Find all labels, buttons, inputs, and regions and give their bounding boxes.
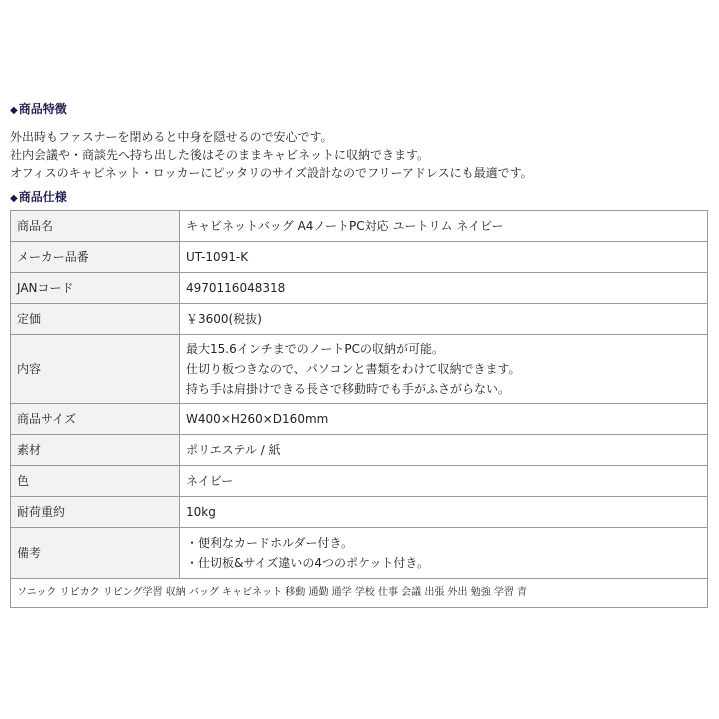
diamond-icon: ◆ — [10, 193, 18, 204]
row-label: 商品名 — [11, 211, 180, 242]
table-row — [11, 466, 708, 497]
value-line: ポリエステル / 紙 — [186, 443, 281, 457]
table-row — [11, 304, 708, 335]
value-line: 最大15.6インチまでのノートPCの収納が可能。 — [186, 342, 444, 356]
product-page — [10, 100, 708, 608]
row-label: 内容 — [11, 335, 180, 404]
row-value — [180, 528, 708, 579]
table-row — [11, 335, 708, 404]
spec-table — [10, 210, 708, 608]
spec-heading — [10, 188, 708, 206]
row-label: 定価 — [11, 304, 180, 335]
value-line: 10kg — [186, 505, 216, 519]
row-value — [180, 304, 708, 335]
feature-line: 社内会議や・商談先へ持ち出した後はそのままキャビネットに収納できます。 — [10, 148, 430, 162]
value-line: ￥3600(税抜) — [186, 312, 262, 326]
row-label: 商品サイズ — [11, 404, 180, 435]
row-value — [180, 242, 708, 273]
features-text — [10, 128, 708, 182]
table-row — [11, 211, 708, 242]
row-value — [180, 404, 708, 435]
value-line: UT-1091-K — [186, 250, 249, 264]
features-heading-label: 商品特徴 — [18, 102, 67, 116]
diamond-icon: ◆ — [10, 105, 18, 116]
value-line: ネイビー — [186, 474, 234, 488]
features-heading — [10, 100, 708, 118]
table-row — [11, 528, 708, 579]
value-line: W400×H260×D160mm — [186, 412, 329, 426]
spec-heading-label: 商品仕様 — [18, 190, 67, 204]
value-line: 持ち手は肩掛けできる長さで移動時でも手がふさがらない。 — [186, 382, 511, 396]
row-value — [180, 211, 708, 242]
value-line: ・便利なカードホルダー付き。 — [186, 536, 354, 550]
row-label: 色 — [11, 466, 180, 497]
row-value — [180, 435, 708, 466]
table-row — [11, 242, 708, 273]
row-label: JANコード — [11, 273, 180, 304]
row-value — [180, 273, 708, 304]
row-label: 耐荷重約 — [11, 497, 180, 528]
table-row — [11, 435, 708, 466]
row-label: メーカー品番 — [11, 242, 180, 273]
feature-line: オフィスのキャビネット・ロッカーにピッタリのサイズ設計なのでフリーアドレスにも最適です。 — [10, 166, 533, 180]
row-label: 素材 — [11, 435, 180, 466]
row-value — [180, 335, 708, 404]
value-line: ・仕切板&サイズ違いの4つのポケット付き。 — [186, 556, 429, 570]
row-value — [180, 466, 708, 497]
value-line: キャビネットバッグ A4ノートPC対応 ユートリム ネイビー — [186, 219, 504, 233]
value-line: 4970116048318 — [186, 281, 286, 295]
row-label: 備考 — [11, 528, 180, 579]
value-line: 仕切り板つきなので、パソコンと書類をわけて収納できます。 — [186, 362, 521, 376]
keywords-footer: ソニック リピカク リピング学習 収納 バッグ キャビネット 移動 通勤 通学 学校 仕事 会議 出張 外出 勉強 学習 青 — [11, 579, 708, 608]
table-row — [11, 273, 708, 304]
table-row — [11, 404, 708, 435]
table-row — [11, 579, 708, 608]
table-row — [11, 497, 708, 528]
feature-line: 外出時もファスナーを閉めると中身を隠せるので安心です。 — [10, 130, 333, 144]
row-value — [180, 497, 708, 528]
